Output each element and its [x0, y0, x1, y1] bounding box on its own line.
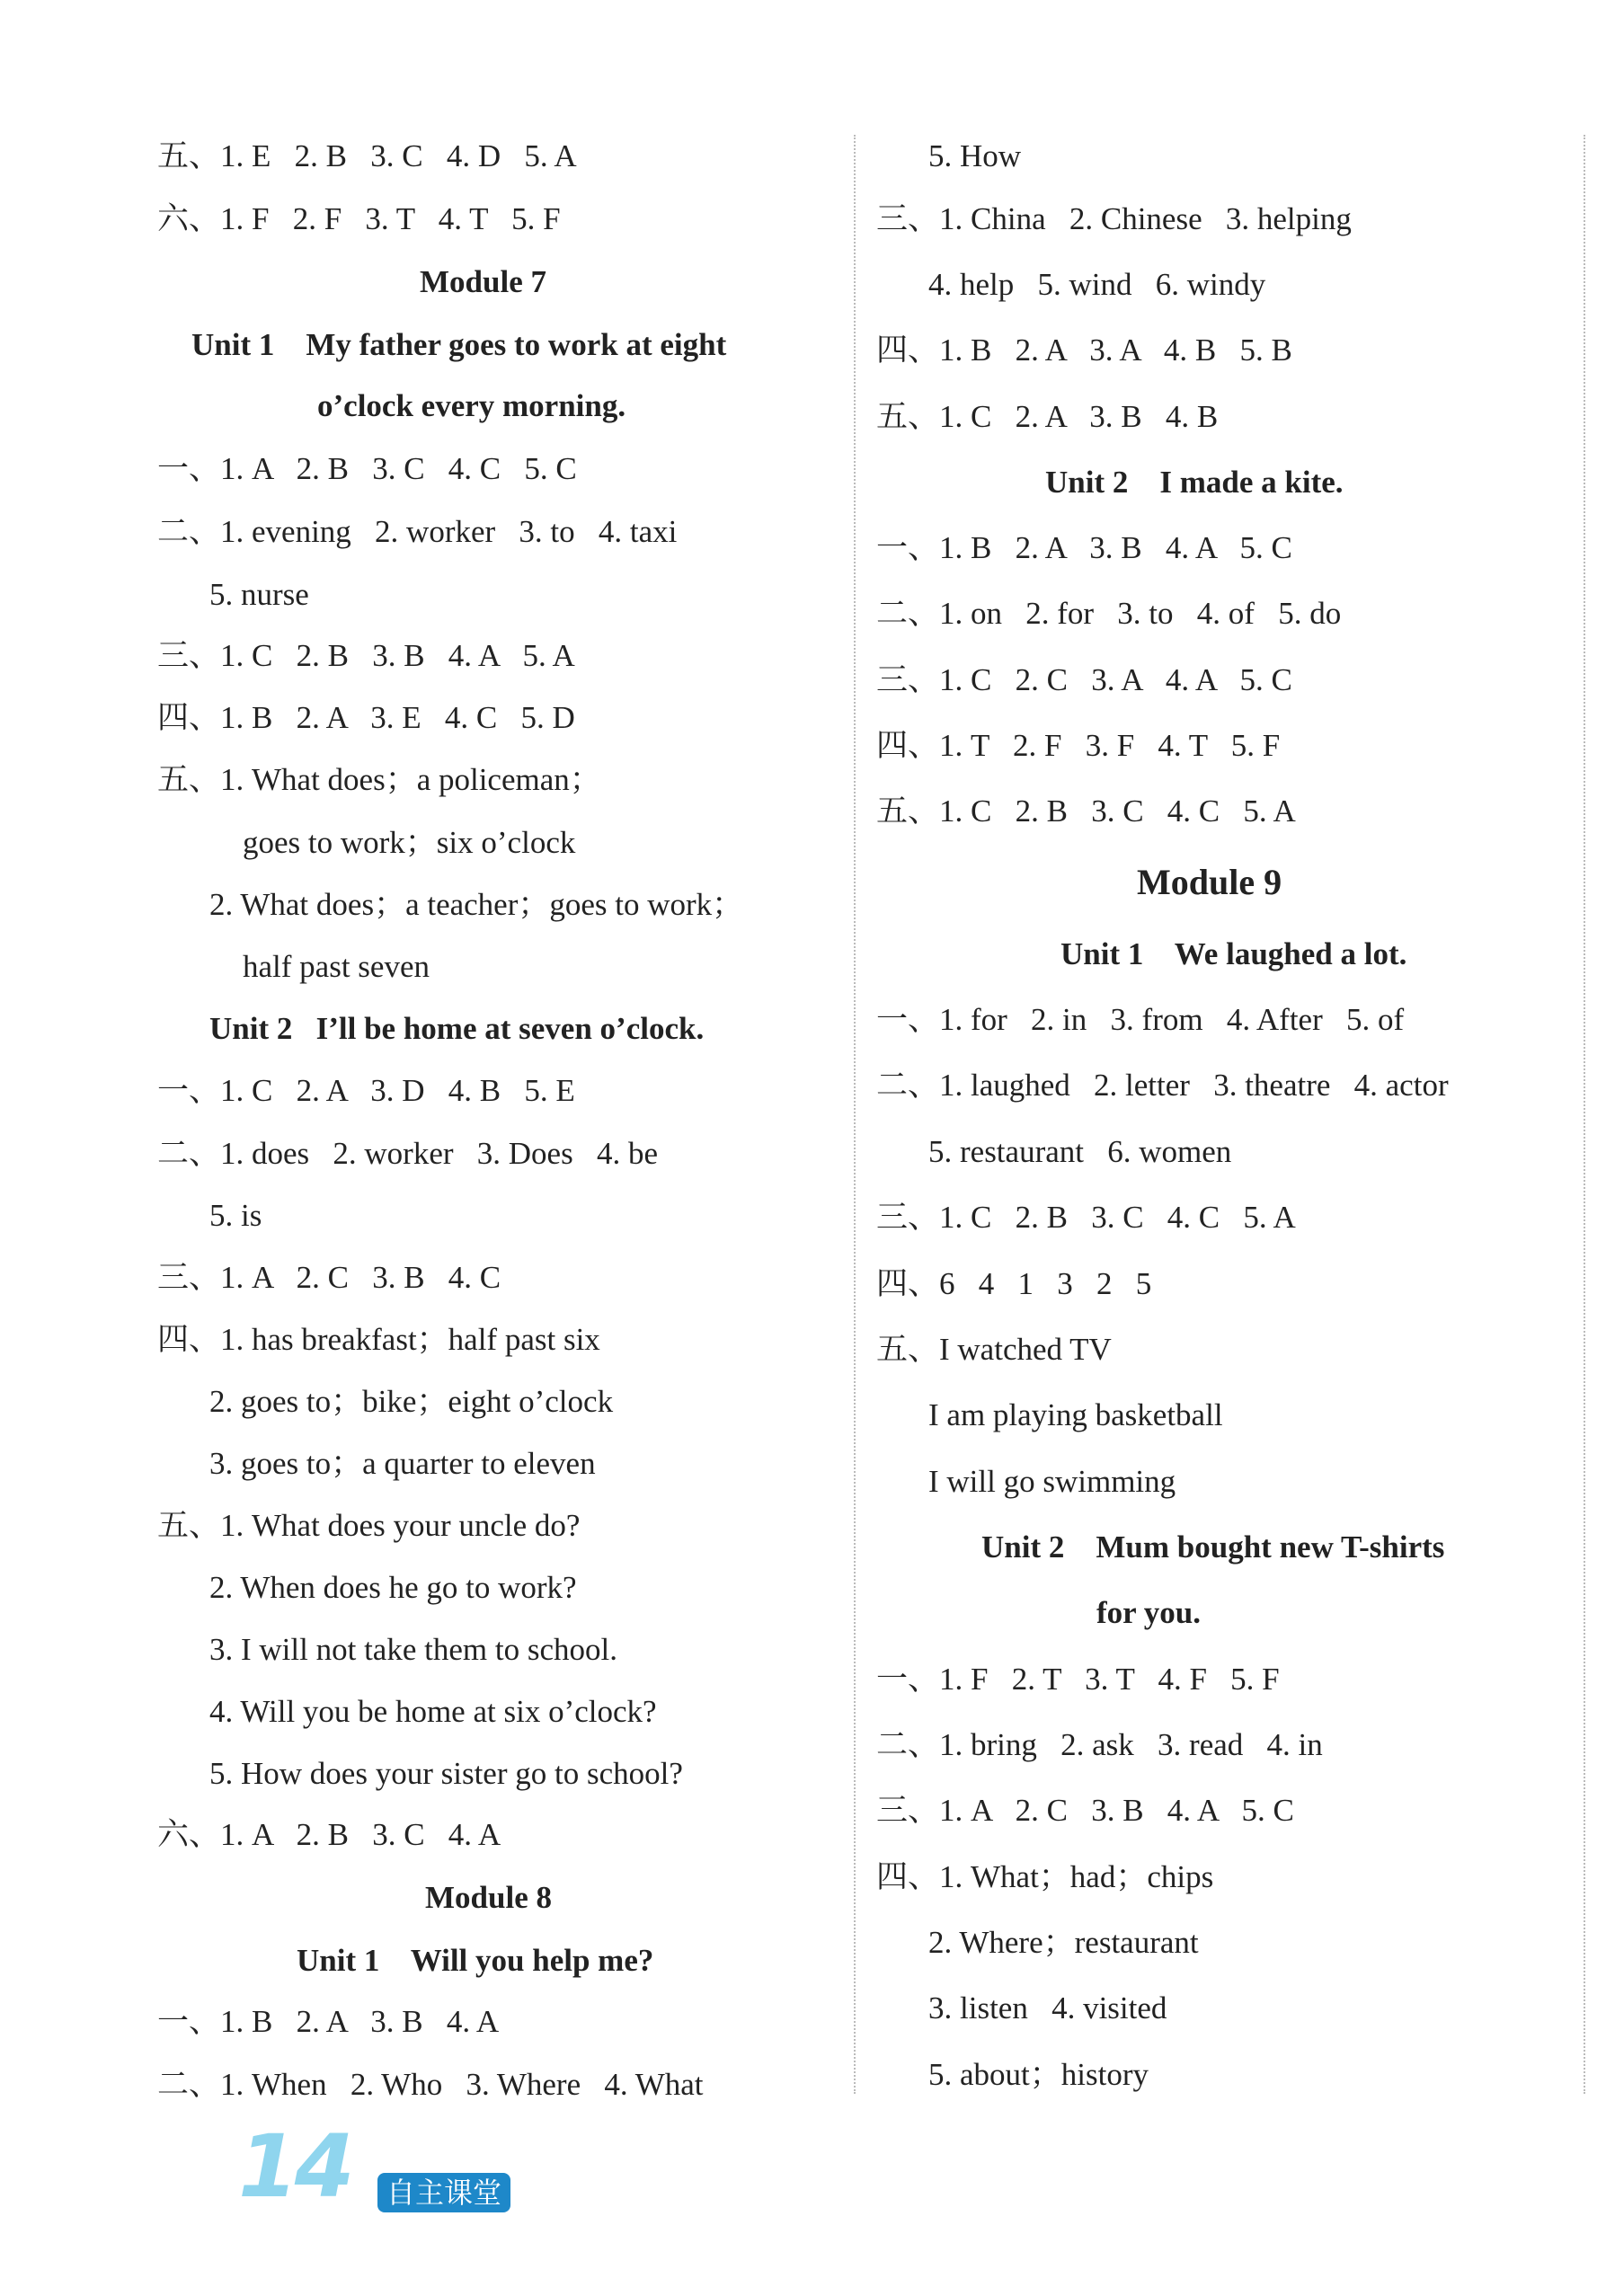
- answer-line: 六、1. F 2. F 3. T 4. T 5. F: [157, 201, 561, 236]
- unit-heading: Unit 2 I’ll be home at seven o’clock.: [209, 1011, 705, 1046]
- answer-line: 二、1. does 2. worker 3. Does 4. be: [157, 1136, 658, 1171]
- answer-line: 二、1. When 2. Who 3. Where 4. What: [157, 2067, 704, 2102]
- answer-line: 5. How does your sister go to school?: [209, 1756, 683, 1791]
- module-heading: Module 8: [425, 1880, 552, 1915]
- unit-heading: Unit 2 Mum bought new T-shirts: [981, 1529, 1445, 1565]
- answer-line: 四、1. B 2. A 3. A 4. B 5. B: [876, 332, 1292, 368]
- answer-line: 三、1. C 2. B 3. B 4. A 5. A: [157, 638, 575, 673]
- module-heading: Module 7: [420, 264, 546, 299]
- right-edge-line: [1584, 135, 1585, 2094]
- answer-line: 2. goes to；bike；eight o’clock: [209, 1384, 614, 1419]
- answer-line: 3. I will not take them to school.: [209, 1632, 617, 1667]
- answer-line: 三、1. A 2. C 3. B 4. A 5. C: [876, 1793, 1294, 1828]
- answer-line: 3. goes to；a quarter to eleven: [209, 1446, 596, 1481]
- answer-line: 二、1. evening 2. worker 3. to 4. taxi: [157, 514, 678, 549]
- answer-line: goes to work；six o’clock: [243, 825, 576, 860]
- answer-line: 三、1. A 2. C 3. B 4. C: [157, 1260, 501, 1295]
- answer-line: 一、1. F 2. T 3. T 4. F 5. F: [876, 1662, 1280, 1697]
- answer-line: 三、1. China 2. Chinese 3. helping: [876, 201, 1352, 236]
- answer-line: half past seven: [243, 949, 430, 984]
- unit-heading-cont: for you.: [1096, 1595, 1202, 1630]
- unit-heading: Unit 1 My father goes to work at eight: [191, 327, 727, 362]
- answer-line: 5. How: [928, 138, 1022, 173]
- answer-line: 4. help 5. wind 6. windy: [928, 267, 1266, 302]
- page-number: 14: [238, 2116, 351, 2217]
- answer-line: 四、1. T 2. F 3. F 4. T 5. F: [876, 728, 1281, 763]
- answer-line: 5. about；history: [928, 2057, 1149, 2092]
- answer-line: 三、1. C 2. B 3. C 4. C 5. A: [876, 1200, 1296, 1235]
- answer-line: 四、1. has breakfast；half past six: [157, 1322, 600, 1357]
- answer-line: 2. When does he go to work?: [209, 1570, 577, 1605]
- answer-line: 五、1. What does；a policeman；: [157, 762, 601, 797]
- unit-heading: Unit 1 Will you help me?: [297, 1943, 654, 1978]
- answer-line: 三、1. C 2. C 3. A 4. A 5. C: [876, 662, 1292, 697]
- answer-line: 四、1. B 2. A 3. E 4. C 5. D: [157, 700, 575, 735]
- answer-line: 五、I watched TV: [876, 1332, 1112, 1367]
- unit-heading-cont: o’clock every morning.: [317, 388, 626, 423]
- answer-line: 二、1. on 2. for 3. to 4. of 5. do: [876, 596, 1342, 631]
- column-divider: [854, 135, 856, 2094]
- answer-line: 五、1. E 2. B 3. C 4. D 5. A: [157, 138, 577, 173]
- answer-line: 一、1. B 2. A 3. B 4. A 5. C: [876, 530, 1292, 565]
- answer-line: 二、1. laughed 2. letter 3. theatre 4. actor: [876, 1068, 1449, 1103]
- answer-line: 3. listen 4. visited: [928, 1990, 1167, 2026]
- answer-line: 四、1. What；had；chips: [876, 1859, 1214, 1894]
- answer-line: 4. Will you be home at six o’clock?: [209, 1694, 657, 1729]
- answer-line: 二、1. bring 2. ask 3. read 4. in: [876, 1727, 1323, 1762]
- answer-line: 一、1. A 2. B 3. C 4. C 5. C: [157, 451, 577, 486]
- answer-line: 5. nurse: [209, 577, 309, 612]
- answer-line: 2. What does；a teacher；goes to work；: [209, 887, 744, 922]
- brand-badge: 自主课堂: [377, 2173, 510, 2212]
- answer-line: 五、1. C 2. A 3. B 4. B: [876, 399, 1219, 434]
- unit-heading: Unit 2 I made a kite.: [1045, 465, 1344, 500]
- answer-line: 5. is: [209, 1198, 262, 1233]
- answer-line: 六、1. A 2. B 3. C 4. A: [157, 1817, 501, 1852]
- answer-line: 2. Where；restaurant: [928, 1925, 1199, 1960]
- answer-line: 四、6 4 1 3 2 5: [876, 1266, 1152, 1301]
- answer-line: I will go swimming: [928, 1464, 1176, 1499]
- module-heading: Module 9: [1137, 862, 1282, 902]
- answer-line: 五、1. What does your uncle do?: [157, 1508, 581, 1543]
- answer-line: 5. restaurant 6. women: [928, 1134, 1232, 1169]
- answer-line: 一、1. C 2. A 3. D 4. B 5. E: [157, 1073, 575, 1108]
- answer-line: 一、1. B 2. A 3. B 4. A: [157, 2004, 500, 2039]
- answer-line: 五、1. C 2. B 3. C 4. C 5. A: [876, 793, 1296, 829]
- answer-line: I am playing basketball: [928, 1397, 1223, 1432]
- unit-heading: Unit 1 We laughed a lot.: [1060, 936, 1407, 971]
- answer-line: 一、1. for 2. in 3. from 4. After 5. of: [876, 1002, 1405, 1037]
